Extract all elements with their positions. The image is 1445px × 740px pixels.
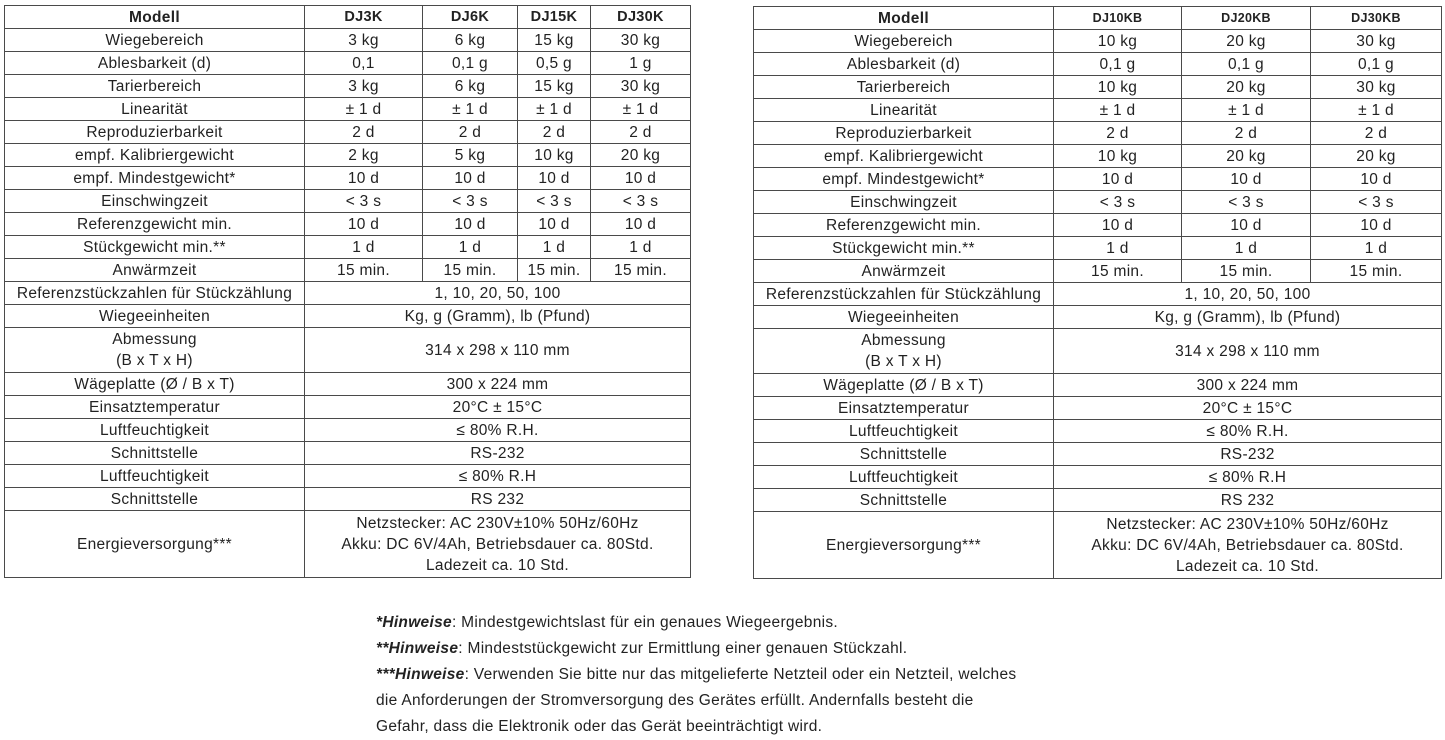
- spec-row: [5, 259, 691, 282]
- spec-value: 15 min.: [1182, 260, 1311, 283]
- spec-value: 2 d: [1054, 122, 1182, 145]
- spec-label-line: (B x T x H): [116, 352, 193, 369]
- spec-value: 15 min.: [1311, 260, 1442, 283]
- footnote-line: [376, 662, 1076, 688]
- spec-label: Einsatztemperatur: [5, 396, 305, 419]
- energy-line: Netzstecker: AC 230V±10% 50Hz/60Hz: [1106, 515, 1389, 533]
- spec-value-shared: Kg, g (Gramm), lb (Pfund): [305, 305, 691, 328]
- spec-row: [754, 168, 1442, 191]
- spec-value: 10 d: [423, 167, 518, 190]
- spec-value: 0,1: [305, 52, 423, 75]
- spec-value: 10 d: [305, 213, 423, 236]
- spec-value: 3 kg: [305, 29, 423, 52]
- model-name-header: DJ30K: [591, 6, 691, 29]
- spec-value: 15 min.: [423, 259, 518, 282]
- spec-label: Tarierbereich: [5, 75, 305, 98]
- spec-label-line: Abmessung: [112, 331, 197, 348]
- spec-label-line: (B x T x H): [865, 353, 942, 370]
- spec-label: Linearität: [5, 98, 305, 121]
- spec-value-shared: RS 232: [305, 488, 691, 511]
- energy-line: Akku: DC 6V/4Ah, Betriebsdauer ca. 80Std.: [341, 535, 654, 553]
- spec-row-shared: [754, 489, 1442, 512]
- spec-label: Luftfeuchtigkeit: [5, 419, 305, 442]
- spec-row: [5, 121, 691, 144]
- spec-table-right: [753, 6, 1442, 579]
- spec-label: Referenzstückzahlen für Stückzählung: [754, 283, 1054, 306]
- spec-label: Luftfeuchtigkeit: [754, 466, 1054, 489]
- spec-label: Referenzstückzahlen für Stückzählung: [5, 282, 305, 305]
- model-name-header: DJ30KB: [1311, 7, 1442, 30]
- spec-value: 1 d: [1054, 237, 1182, 260]
- footnote-marker: **Hinweise: [376, 640, 459, 657]
- spec-value: 6 kg: [423, 75, 518, 98]
- spec-label: empf. Mindestgewicht*: [5, 167, 305, 190]
- footnote-marker: ***Hinweise: [376, 666, 465, 683]
- spec-value: 10 d: [1054, 214, 1182, 237]
- model-name-header: DJ20KB: [1182, 7, 1311, 30]
- spec-value-shared: ≤ 80% R.H: [1054, 466, 1442, 489]
- model-header: Modell: [5, 6, 305, 29]
- spec-label-line: Abmessung: [861, 332, 946, 349]
- spec-value: 30 kg: [591, 75, 691, 98]
- spec-value: 10 d: [518, 167, 591, 190]
- spec-value: 10 d: [591, 213, 691, 236]
- spec-label: Stückgewicht min.**: [5, 236, 305, 259]
- footnote-text: : Mindeststückgewicht zur Ermittlung einer genauen Stückzahl.: [458, 640, 908, 657]
- spec-value: 10 d: [1182, 168, 1311, 191]
- spec-value: 10 kg: [1054, 76, 1182, 99]
- spec-row: [754, 53, 1442, 76]
- spec-label: empf. Kalibriergewicht: [5, 144, 305, 167]
- header-row: [754, 7, 1442, 30]
- spec-row: [754, 191, 1442, 214]
- spec-row: [5, 167, 691, 190]
- spec-label: Schnittstelle: [5, 488, 305, 511]
- spec-row-shared: [5, 396, 691, 419]
- footnote-line: [376, 636, 1076, 662]
- spec-value: 0,1 g: [1182, 53, 1311, 76]
- spec-row-shared: [754, 420, 1442, 443]
- spec-label: Wiegebereich: [754, 30, 1054, 53]
- spec-value: 10 d: [423, 213, 518, 236]
- spec-row-shared: [754, 374, 1442, 397]
- model-name-header: DJ10KB: [1054, 7, 1182, 30]
- spec-label: Anwärmzeit: [754, 260, 1054, 283]
- spec-label: Einschwingzeit: [5, 190, 305, 213]
- spec-label: Wägeplatte (Ø / B x T): [754, 374, 1054, 397]
- spec-value: 1 d: [518, 236, 591, 259]
- spec-row: [5, 29, 691, 52]
- spec-row: [754, 30, 1442, 53]
- spec-label: Wiegebereich: [5, 29, 305, 52]
- spec-row: [5, 52, 691, 75]
- spec-row: [5, 98, 691, 121]
- spec-value: 20 kg: [1182, 145, 1311, 168]
- spec-label: Anwärmzeit: [5, 259, 305, 282]
- spec-value: 0,1 g: [423, 52, 518, 75]
- spec-table-left: [4, 5, 691, 578]
- energy-line: Ladezeit ca. 10 Std.: [1175, 557, 1319, 575]
- energy-line: Akku: DC 6V/4Ah, Betriebsdauer ca. 80Std.: [1091, 536, 1404, 554]
- spec-row-shared: [5, 328, 691, 373]
- spec-label: Schnittstelle: [754, 489, 1054, 512]
- model-name-header: DJ6K: [423, 6, 518, 29]
- spec-label: Einsatztemperatur: [754, 397, 1054, 420]
- spec-value: 15 min.: [305, 259, 423, 282]
- spec-value: 30 kg: [1311, 76, 1442, 99]
- spec-row: [754, 145, 1442, 168]
- spec-value: 15 min.: [591, 259, 691, 282]
- spec-value: 2 d: [1182, 122, 1311, 145]
- spec-value: 1 g: [591, 52, 691, 75]
- spec-value-shared: 300 x 224 mm: [1054, 374, 1442, 397]
- energy-label: Energieversorgung***: [5, 511, 305, 578]
- spec-value: 20 kg: [1182, 30, 1311, 53]
- spec-value-shared: ≤ 80% R.H: [305, 465, 691, 488]
- spec-value: 0,1 g: [1054, 53, 1182, 76]
- model-name-header: DJ15K: [518, 6, 591, 29]
- spec-value: 2 kg: [305, 144, 423, 167]
- spec-value: 0,5 g: [518, 52, 591, 75]
- spec-value: ± 1 d: [1182, 99, 1311, 122]
- spec-value-shared: 314 x 298 x 110 mm: [1054, 329, 1442, 374]
- spec-row: [754, 76, 1442, 99]
- spec-row: [5, 190, 691, 213]
- spec-label: Reproduzierbarkeit: [5, 121, 305, 144]
- energy-line: Netzstecker: AC 230V±10% 50Hz/60Hz: [356, 514, 639, 532]
- spec-label: empf. Kalibriergewicht: [754, 145, 1054, 168]
- spec-row: [5, 236, 691, 259]
- footnote-line: [376, 688, 1076, 714]
- spec-row: [754, 237, 1442, 260]
- spec-label: Linearität: [754, 99, 1054, 122]
- energy-row: [754, 512, 1442, 579]
- spec-value: < 3 s: [591, 190, 691, 213]
- spec-row-shared: [754, 306, 1442, 329]
- spec-value: 10 kg: [518, 144, 591, 167]
- spec-label: Referenzgewicht min.: [5, 213, 305, 236]
- spec-value: 30 kg: [1311, 30, 1442, 53]
- spec-row-shared: [5, 488, 691, 511]
- spec-label: Ablesbarkeit (d): [5, 52, 305, 75]
- spec-table-left-body: [5, 6, 691, 578]
- spec-value: 30 kg: [591, 29, 691, 52]
- spec-value-shared: RS 232: [1054, 489, 1442, 512]
- spec-value: 20 kg: [591, 144, 691, 167]
- spec-row-shared: [5, 305, 691, 328]
- spec-row: [5, 213, 691, 236]
- spec-value: ± 1 d: [1311, 99, 1442, 122]
- spec-value: 2 d: [518, 121, 591, 144]
- footnote-text: Gefahr, dass die Elektronik oder das Gerät beeinträchtigt wird.: [376, 718, 823, 735]
- spec-value-shared: 300 x 224 mm: [305, 373, 691, 396]
- spec-label: Reproduzierbarkeit: [754, 122, 1054, 145]
- spec-value: < 3 s: [305, 190, 423, 213]
- spec-value: 2 d: [305, 121, 423, 144]
- spec-row: [754, 214, 1442, 237]
- spec-row-shared: [754, 283, 1442, 306]
- spec-value: 20 kg: [1182, 76, 1311, 99]
- header-row: [5, 6, 691, 29]
- spec-value: 10 d: [1054, 168, 1182, 191]
- spec-value-shared: ≤ 80% R.H.: [305, 419, 691, 442]
- footnotes: [376, 610, 1076, 740]
- footnote-text: die Anforderungen der Stromversorgung des Gerätes erfüllt. Andernfalls besteht die: [376, 692, 974, 709]
- energy-row: [5, 511, 691, 578]
- spec-value-shared: 314 x 298 x 110 mm: [305, 328, 691, 373]
- spec-row-shared: [5, 373, 691, 396]
- spec-label: [5, 328, 305, 373]
- spec-value: ± 1 d: [518, 98, 591, 121]
- spec-row-shared: [754, 443, 1442, 466]
- spec-label: Einschwingzeit: [754, 191, 1054, 214]
- spec-value-shared: 1, 10, 20, 50, 100: [305, 282, 691, 305]
- spec-value: 15 min.: [1054, 260, 1182, 283]
- spec-value: 2 d: [1311, 122, 1442, 145]
- spec-value: 6 kg: [423, 29, 518, 52]
- spec-value: < 3 s: [423, 190, 518, 213]
- spec-value: 3 kg: [305, 75, 423, 98]
- spec-row-shared: [5, 282, 691, 305]
- spec-value: 2 d: [423, 121, 518, 144]
- spec-label: Luftfeuchtigkeit: [5, 465, 305, 488]
- spec-value-shared: 20°C ± 15°C: [1054, 397, 1442, 420]
- footnote-marker: *Hinweise: [376, 614, 452, 631]
- footnote-text: : Mindestgewichtslast für ein genaues Wiegeergebnis.: [451, 614, 839, 631]
- spec-value: 15 kg: [518, 75, 591, 98]
- spec-row: [5, 75, 691, 98]
- spec-label: Wägeplatte (Ø / B x T): [5, 373, 305, 396]
- energy-line: Ladezeit ca. 10 Std.: [425, 556, 569, 574]
- spec-label: empf. Mindestgewicht*: [754, 168, 1054, 191]
- footnote-line: [376, 714, 1076, 740]
- spec-value: < 3 s: [518, 190, 591, 213]
- spec-value: 10 kg: [1054, 30, 1182, 53]
- spec-value: 1 d: [1311, 237, 1442, 260]
- spec-row-shared: [5, 465, 691, 488]
- spec-value-shared: RS-232: [1054, 443, 1442, 466]
- spec-value: 1 d: [1182, 237, 1311, 260]
- spec-value: 10 kg: [1054, 145, 1182, 168]
- spec-value-shared: ≤ 80% R.H.: [1054, 420, 1442, 443]
- spec-row-shared: [5, 442, 691, 465]
- spec-row-shared: [754, 397, 1442, 420]
- spec-value: ± 1 d: [1054, 99, 1182, 122]
- spec-value: ± 1 d: [591, 98, 691, 121]
- spec-value-shared: 1, 10, 20, 50, 100: [1054, 283, 1442, 306]
- spec-value: < 3 s: [1054, 191, 1182, 214]
- model-header: Modell: [754, 7, 1054, 30]
- spec-value: 20 kg: [1311, 145, 1442, 168]
- spec-label: Referenzgewicht min.: [754, 214, 1054, 237]
- spec-value: 2 d: [591, 121, 691, 144]
- energy-label: Energieversorgung***: [754, 512, 1054, 579]
- spec-value: < 3 s: [1182, 191, 1311, 214]
- spec-label: Schnittstelle: [754, 443, 1054, 466]
- footnote-line: [376, 610, 1076, 636]
- spec-label: Schnittstelle: [5, 442, 305, 465]
- spec-row-shared: [754, 466, 1442, 489]
- spec-value: ± 1 d: [305, 98, 423, 121]
- spec-label: Ablesbarkeit (d): [754, 53, 1054, 76]
- spec-value: ± 1 d: [423, 98, 518, 121]
- spec-table-right-body: [754, 7, 1442, 579]
- spec-value: 10 d: [1311, 214, 1442, 237]
- spec-value: 5 kg: [423, 144, 518, 167]
- spec-row: [754, 122, 1442, 145]
- spec-row-shared: [5, 419, 691, 442]
- spec-label: Luftfeuchtigkeit: [754, 420, 1054, 443]
- spec-value: 15 kg: [518, 29, 591, 52]
- spec-value: 1 d: [305, 236, 423, 259]
- spec-label: Stückgewicht min.**: [754, 237, 1054, 260]
- spec-label: Wiegeeinheiten: [754, 306, 1054, 329]
- model-name-header: DJ3K: [305, 6, 423, 29]
- spec-value: 0,1 g: [1311, 53, 1442, 76]
- spec-label: Tarierbereich: [754, 76, 1054, 99]
- footnote-text: : Verwenden Sie bitte nur das mitgelieferte Netzteil oder ein Netzteil, welches: [464, 666, 1017, 683]
- spec-value: 1 d: [423, 236, 518, 259]
- spec-value: 10 d: [591, 167, 691, 190]
- spec-label: Wiegeeinheiten: [5, 305, 305, 328]
- spec-row: [754, 260, 1442, 283]
- spec-value-shared: 20°C ± 15°C: [305, 396, 691, 419]
- spec-label: [754, 329, 1054, 374]
- spec-value: 10 d: [1311, 168, 1442, 191]
- spec-value: 10 d: [1182, 214, 1311, 237]
- spec-value: < 3 s: [1311, 191, 1442, 214]
- spec-row-shared: [754, 329, 1442, 374]
- energy-value: [305, 511, 691, 578]
- spec-row: [754, 99, 1442, 122]
- spec-value: 15 min.: [518, 259, 591, 282]
- spec-value-shared: RS-232: [305, 442, 691, 465]
- spec-value: 1 d: [591, 236, 691, 259]
- spec-value: 10 d: [305, 167, 423, 190]
- spec-value-shared: Kg, g (Gramm), lb (Pfund): [1054, 306, 1442, 329]
- spec-row: [5, 144, 691, 167]
- spec-value: 10 d: [518, 213, 591, 236]
- energy-value: [1054, 512, 1442, 579]
